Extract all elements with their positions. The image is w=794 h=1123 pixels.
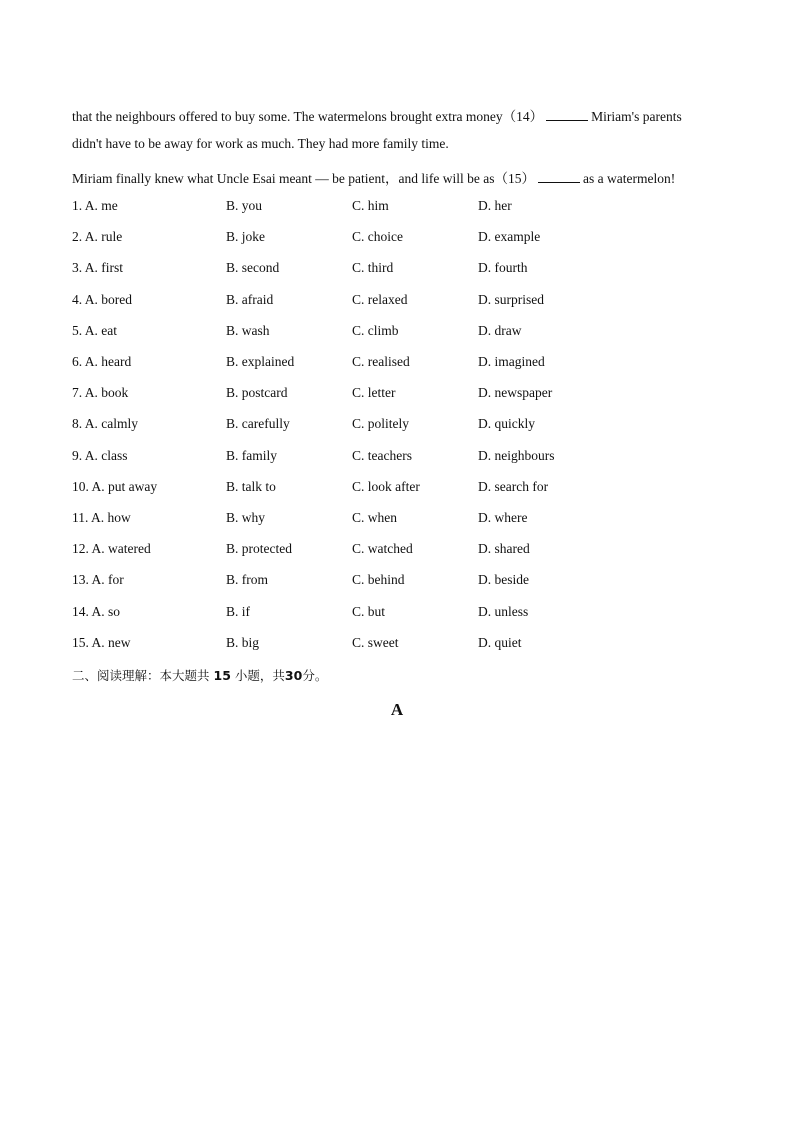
option-d: D. surprised — [478, 291, 544, 307]
option-a: 13. A. for — [72, 572, 124, 588]
option-c: C. relaxed — [352, 291, 408, 307]
question-row — [72, 292, 722, 312]
section-text: 小题，共 — [234, 668, 285, 683]
option-c: C. politely — [352, 416, 409, 432]
option-c: C. look after — [352, 478, 420, 494]
option-d: D. her — [478, 198, 512, 213]
option-a: 12. A. watered — [72, 541, 151, 557]
option-b: B. protected — [226, 541, 292, 557]
option-d: D. example — [478, 229, 541, 245]
option-a: 6. A. heard — [72, 354, 132, 369]
option-a: 9. A. class — [72, 447, 128, 463]
passage-text: Miriam finally knew what Uncle Esai meant — be patient，and life will be as（15） — [72, 171, 536, 186]
question-row — [72, 572, 722, 592]
question-row — [72, 198, 722, 218]
passage-line-1 — [72, 105, 682, 125]
question-row — [72, 416, 722, 436]
option-d: D. neighbours — [478, 447, 555, 463]
option-a: 14. A. so — [72, 603, 121, 619]
question-row — [72, 354, 722, 374]
option-a: 2. A. rule — [72, 229, 123, 245]
option-b: B. from — [226, 572, 268, 588]
passage-text: Miriam's parents — [591, 109, 682, 124]
option-c: C. sweet — [352, 634, 399, 650]
option-c: C. third — [352, 260, 394, 276]
answer-blank-15 — [538, 171, 580, 183]
question-row — [72, 385, 722, 405]
option-d: D. fourth — [478, 260, 528, 276]
answer-blank-14 — [546, 109, 588, 121]
section-text: 二、阅读理解：本大题共 — [72, 668, 210, 683]
passage-text: as a watermelon! — [583, 171, 676, 186]
question-row — [72, 260, 722, 280]
option-d: D. quickly — [478, 416, 535, 432]
option-b: B. family — [226, 447, 277, 463]
option-b: B. why — [226, 510, 266, 525]
option-b: B. explained — [226, 354, 295, 369]
option-c: C. watched — [352, 541, 413, 557]
question-row — [72, 229, 722, 249]
option-b: B. you — [226, 198, 263, 213]
passage-line-2: didn't have to be away for work as much. They had more family time. — [72, 136, 449, 151]
question-row — [72, 448, 722, 468]
question-count: 15 — [213, 668, 231, 683]
option-d: D. draw — [478, 322, 522, 338]
option-b: B. joke — [226, 229, 265, 245]
question-row — [72, 604, 722, 624]
option-a: 3. A. first — [72, 260, 124, 276]
option-b: B. carefully — [226, 416, 290, 432]
option-d: D. imagined — [478, 354, 545, 369]
section-title — [72, 666, 327, 684]
option-a: 15. A. new — [72, 634, 131, 650]
option-b: B. if — [226, 603, 251, 619]
passage-heading: A — [390, 700, 404, 719]
option-b: B. second — [226, 260, 280, 276]
option-d: D. beside — [478, 572, 529, 588]
option-c: C. when — [352, 510, 397, 525]
option-c: C. him — [352, 198, 389, 213]
option-c: C. choice — [352, 229, 403, 245]
passage-text: that the neighbours offered to buy some. The watermelons brought extra money（14） — [72, 109, 544, 124]
option-a: 1. A. me — [72, 198, 118, 213]
option-c: C. climb — [352, 322, 399, 338]
option-c: C. behind — [352, 572, 405, 588]
option-b: B. postcard — [226, 385, 288, 401]
option-b: B. afraid — [226, 291, 274, 307]
option-d: D. shared — [478, 541, 530, 557]
question-row — [72, 479, 722, 499]
option-a: 8. A. calmly — [72, 416, 138, 432]
option-d: D. where — [478, 510, 528, 525]
question-row — [72, 635, 722, 655]
option-c: C. but — [352, 603, 386, 619]
option-a: 7. A. book — [72, 385, 129, 401]
option-d: D. search for — [478, 478, 549, 494]
option-a: 4. A. bored — [72, 291, 132, 307]
question-row — [72, 541, 722, 561]
question-row — [72, 323, 722, 343]
option-d: D. newspaper — [478, 385, 553, 401]
option-a: 11. A. how — [72, 510, 131, 525]
question-row — [72, 510, 722, 530]
option-d: D. quiet — [478, 634, 522, 650]
option-a: 10. A. put away — [72, 478, 158, 494]
option-b: B. big — [226, 634, 260, 650]
option-b: B. wash — [226, 322, 270, 338]
option-c: C. letter — [352, 385, 396, 401]
option-d: D. unless — [478, 603, 529, 619]
option-b: B. talk to — [226, 478, 276, 494]
option-c: C. teachers — [352, 447, 412, 463]
option-c: C. realised — [352, 354, 410, 369]
passage-line-3 — [72, 167, 675, 187]
option-a: 5. A. eat — [72, 322, 117, 338]
section-text: 分。 — [302, 668, 328, 683]
score-total: 30 — [284, 668, 303, 683]
